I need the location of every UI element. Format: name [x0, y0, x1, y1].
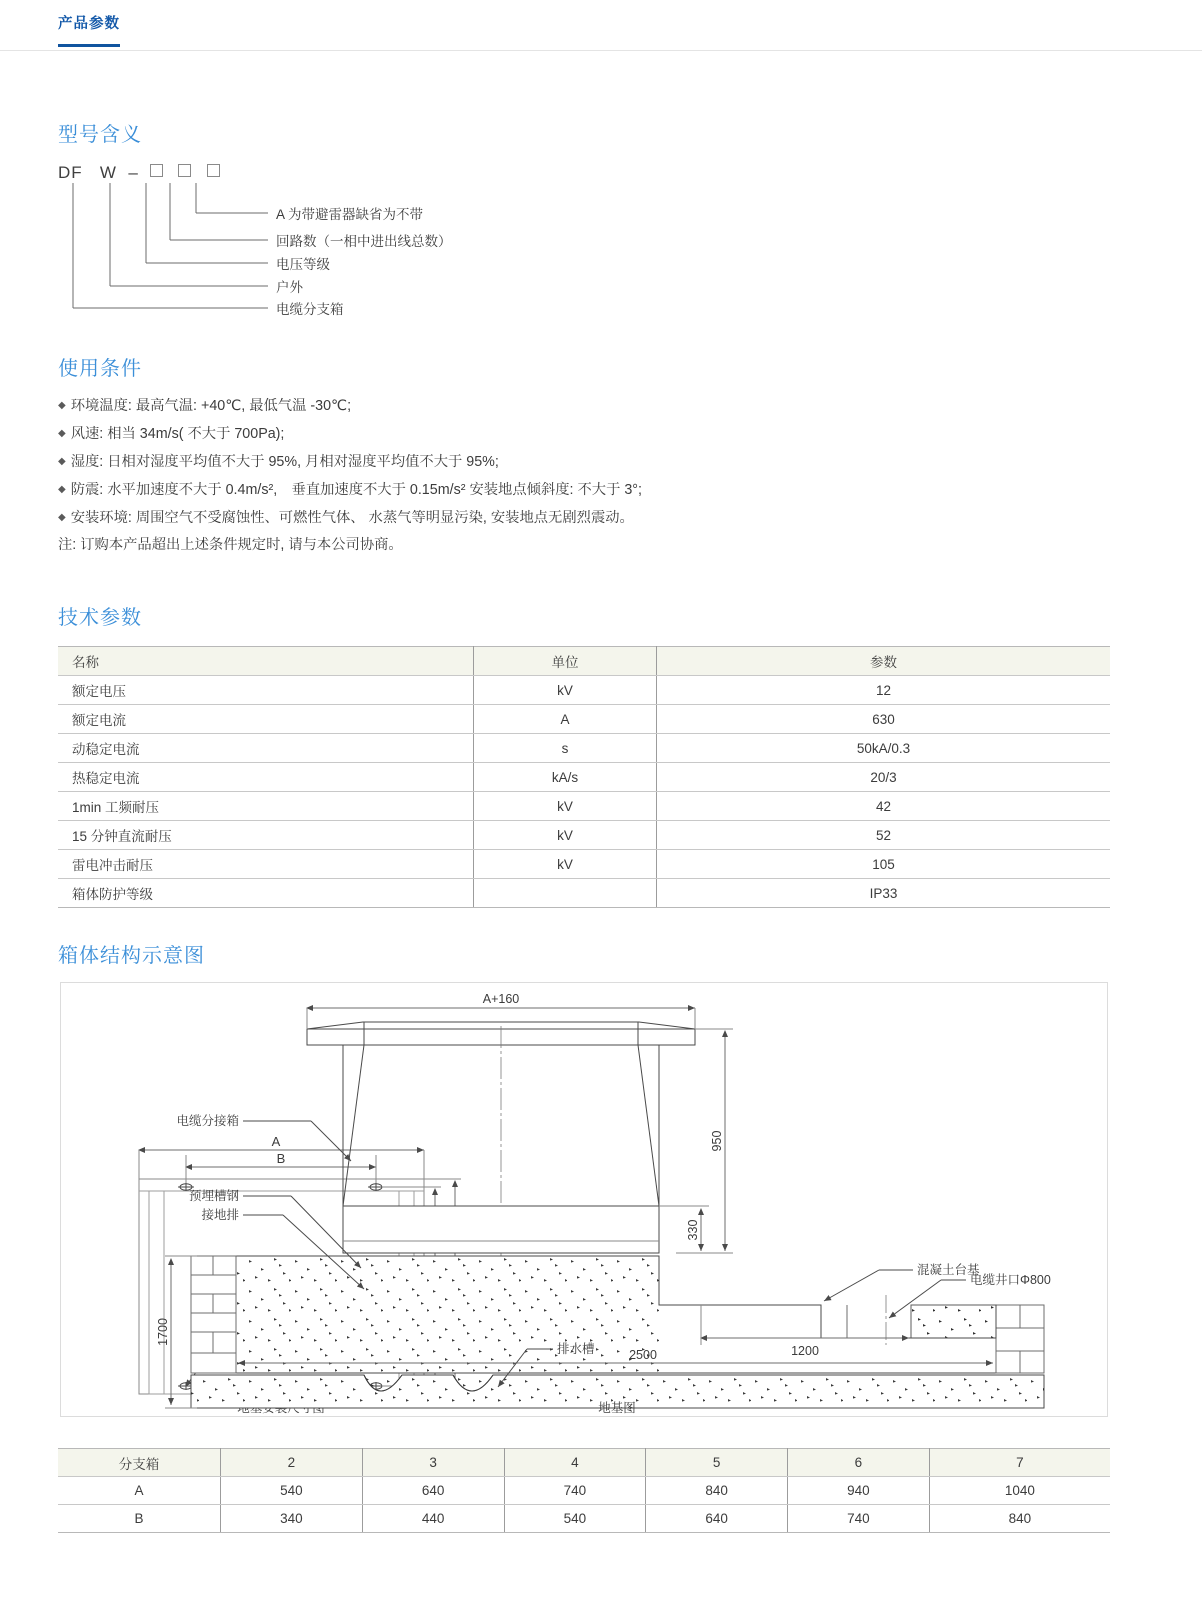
spec-name: 箱体防护等级: [58, 879, 474, 908]
spec-name: 热稳定电流: [58, 763, 474, 792]
dim-header-3: 4: [504, 1449, 646, 1477]
model-code-df: DF: [58, 163, 83, 182]
table-row: [58, 850, 1110, 879]
condition-item: [58, 392, 1148, 420]
condition-text: 防震: 水平加速度不大于 0.4m/s², 垂直加速度不大于 0.15m/s² 安装地点倾斜度: 不大于 3°;: [70, 482, 642, 498]
dim-cell: 740: [788, 1505, 930, 1533]
model-code-w: W: [99, 163, 117, 182]
table-row: [58, 792, 1110, 821]
model-code-dash: –: [128, 163, 139, 182]
table-header-row: [58, 1449, 1110, 1477]
right-dim-top: A+160: [482, 992, 520, 1006]
dim-cell: 640: [362, 1477, 504, 1505]
right-dim-330: 330: [686, 1219, 700, 1241]
dim-cell: 740: [504, 1477, 646, 1505]
top-tab-bar: [0, 0, 1202, 51]
model-leader-lines: [0, 155, 1202, 335]
usage-conditions-list: [58, 392, 1148, 559]
dim-row-label: B: [58, 1505, 221, 1533]
right-label-channel: 预埋槽钢: [188, 1189, 239, 1203]
spec-value: 52: [657, 821, 1111, 850]
spec-header-value: 参数: [657, 647, 1111, 676]
dim-cell: 840: [929, 1505, 1110, 1533]
table-row: [58, 763, 1110, 792]
model-label-0: A 为带避雷器缺省为不带: [276, 207, 424, 222]
spec-name: 额定电流: [58, 705, 474, 734]
branch-box-dimension-table: [58, 1448, 1110, 1533]
dim-cell: 1040: [929, 1477, 1110, 1505]
table-row: [58, 734, 1110, 763]
model-label-4: 电缆分支箱: [276, 302, 344, 317]
left-dim-a: A: [271, 1134, 281, 1149]
condition-text: 风速: 相当 34m/s( 不大于 700Pa);: [70, 426, 285, 442]
right-label-box: 电缆分接箱: [176, 1114, 239, 1128]
spec-value: 20/3: [657, 763, 1111, 792]
table-row: [58, 879, 1110, 908]
model-label-1: 回路数（一相中进出线总数）: [276, 234, 452, 249]
bullet-diamond-icon: ◆: [58, 512, 66, 523]
technical-parameters-table: [58, 646, 1110, 908]
spec-name: 动稳定电流: [58, 734, 474, 763]
spec-unit: A: [474, 705, 657, 734]
spec-unit: kV: [474, 821, 657, 850]
dim-header-4: 5: [646, 1449, 788, 1477]
structure-drawing-panel: [60, 982, 1108, 1417]
dim-cell: 840: [646, 1477, 788, 1505]
section-title-model: 型号含义: [58, 124, 142, 146]
spec-unit: [474, 879, 657, 908]
right-dim-950: 950: [710, 1130, 724, 1152]
dim-row-label: A: [58, 1477, 221, 1505]
bullet-diamond-icon: ◆: [58, 484, 66, 495]
right-label-drain: 排水槽: [557, 1342, 595, 1356]
left-dim-b: B: [276, 1151, 286, 1166]
dim-header-1: 2: [221, 1449, 363, 1477]
spec-name: 15 分钟直流耐压: [58, 821, 474, 850]
dim-header-5: 6: [788, 1449, 930, 1477]
conditions-note: 注: 订购本产品超出上述条件规定时, 请与本公司协商。: [58, 537, 403, 553]
bullet-diamond-icon: ◆: [58, 428, 66, 439]
right-label-ground: 接地排: [201, 1208, 239, 1222]
spec-value: 105: [657, 850, 1111, 879]
condition-text: 环境温度: 最高气温: +40℃, 最低气温 -30℃;: [70, 398, 352, 414]
spec-unit: kV: [474, 792, 657, 821]
spec-unit: kA/s: [474, 763, 657, 792]
right-label-concrete: 混凝土台基: [917, 1263, 980, 1277]
section-title-structure: 箱体结构示意图: [58, 945, 205, 967]
condition-item: [58, 504, 1148, 532]
dim-cell: 540: [221, 1477, 363, 1505]
dim-cell: 340: [221, 1505, 363, 1533]
condition-text: 湿度: 日相对湿度平均值不大于 95%, 月相对湿度平均值不大于 95%;: [70, 454, 499, 470]
tab-label: 产品参数: [58, 16, 120, 32]
table-row: [58, 821, 1110, 850]
dim-header-2: 3: [362, 1449, 504, 1477]
table-row: [58, 676, 1110, 705]
spec-value: 42: [657, 792, 1111, 821]
condition-item: [58, 420, 1148, 448]
right-label-well: 电缆井口Φ800: [970, 1273, 1051, 1287]
dim-header-0: 分支箱: [58, 1449, 221, 1477]
condition-text: 安装环境: 周围空气不受腐蚀性、可燃性气体、 水蒸气等明显污染, 安装地点无剧烈震动。: [70, 510, 634, 526]
dim-cell: 640: [646, 1505, 788, 1533]
tab-product-parameters[interactable]: [58, 12, 120, 46]
spec-name: 1min 工频耐压: [58, 792, 474, 821]
table-header-row: [58, 647, 1110, 676]
condition-item: [58, 476, 1148, 504]
right-dim-2500: 2500: [629, 1348, 657, 1362]
structure-drawing: [61, 983, 1107, 1416]
table-row: [58, 1505, 1110, 1533]
spec-header-unit: 单位: [474, 647, 657, 676]
spec-value: IP33: [657, 879, 1111, 908]
table-row: [58, 705, 1110, 734]
model-label-3: 户外: [276, 280, 303, 295]
dim-cell: 940: [788, 1477, 930, 1505]
spec-unit: s: [474, 734, 657, 763]
spec-value: 12: [657, 676, 1111, 705]
right-dim-1200: 1200: [791, 1344, 819, 1358]
right-caption: 地基图: [598, 1401, 636, 1415]
condition-item: [58, 448, 1148, 476]
spec-name: 雷电冲击耐压: [58, 850, 474, 879]
dim-cell: 440: [362, 1505, 504, 1533]
bullet-diamond-icon: ◆: [58, 456, 66, 467]
dim-cell: 540: [504, 1505, 646, 1533]
spec-name: 额定电压: [58, 676, 474, 705]
section-title-specs: 技术参数: [58, 607, 142, 629]
section-title-conditions: 使用条件: [58, 358, 142, 380]
model-label-2: 电压等级: [276, 257, 330, 272]
spec-unit: kV: [474, 850, 657, 879]
model-designation-diagram: [0, 155, 1202, 335]
spec-value: 630: [657, 705, 1111, 734]
spec-value: 50kA/0.3: [657, 734, 1111, 763]
table-row: [58, 1477, 1110, 1505]
spec-unit: kV: [474, 676, 657, 705]
spec-header-name: 名称: [58, 647, 474, 676]
right-dim-1700: 1700: [156, 1318, 170, 1346]
bullet-diamond-icon: ◆: [58, 400, 66, 411]
dim-header-6: 7: [929, 1449, 1110, 1477]
